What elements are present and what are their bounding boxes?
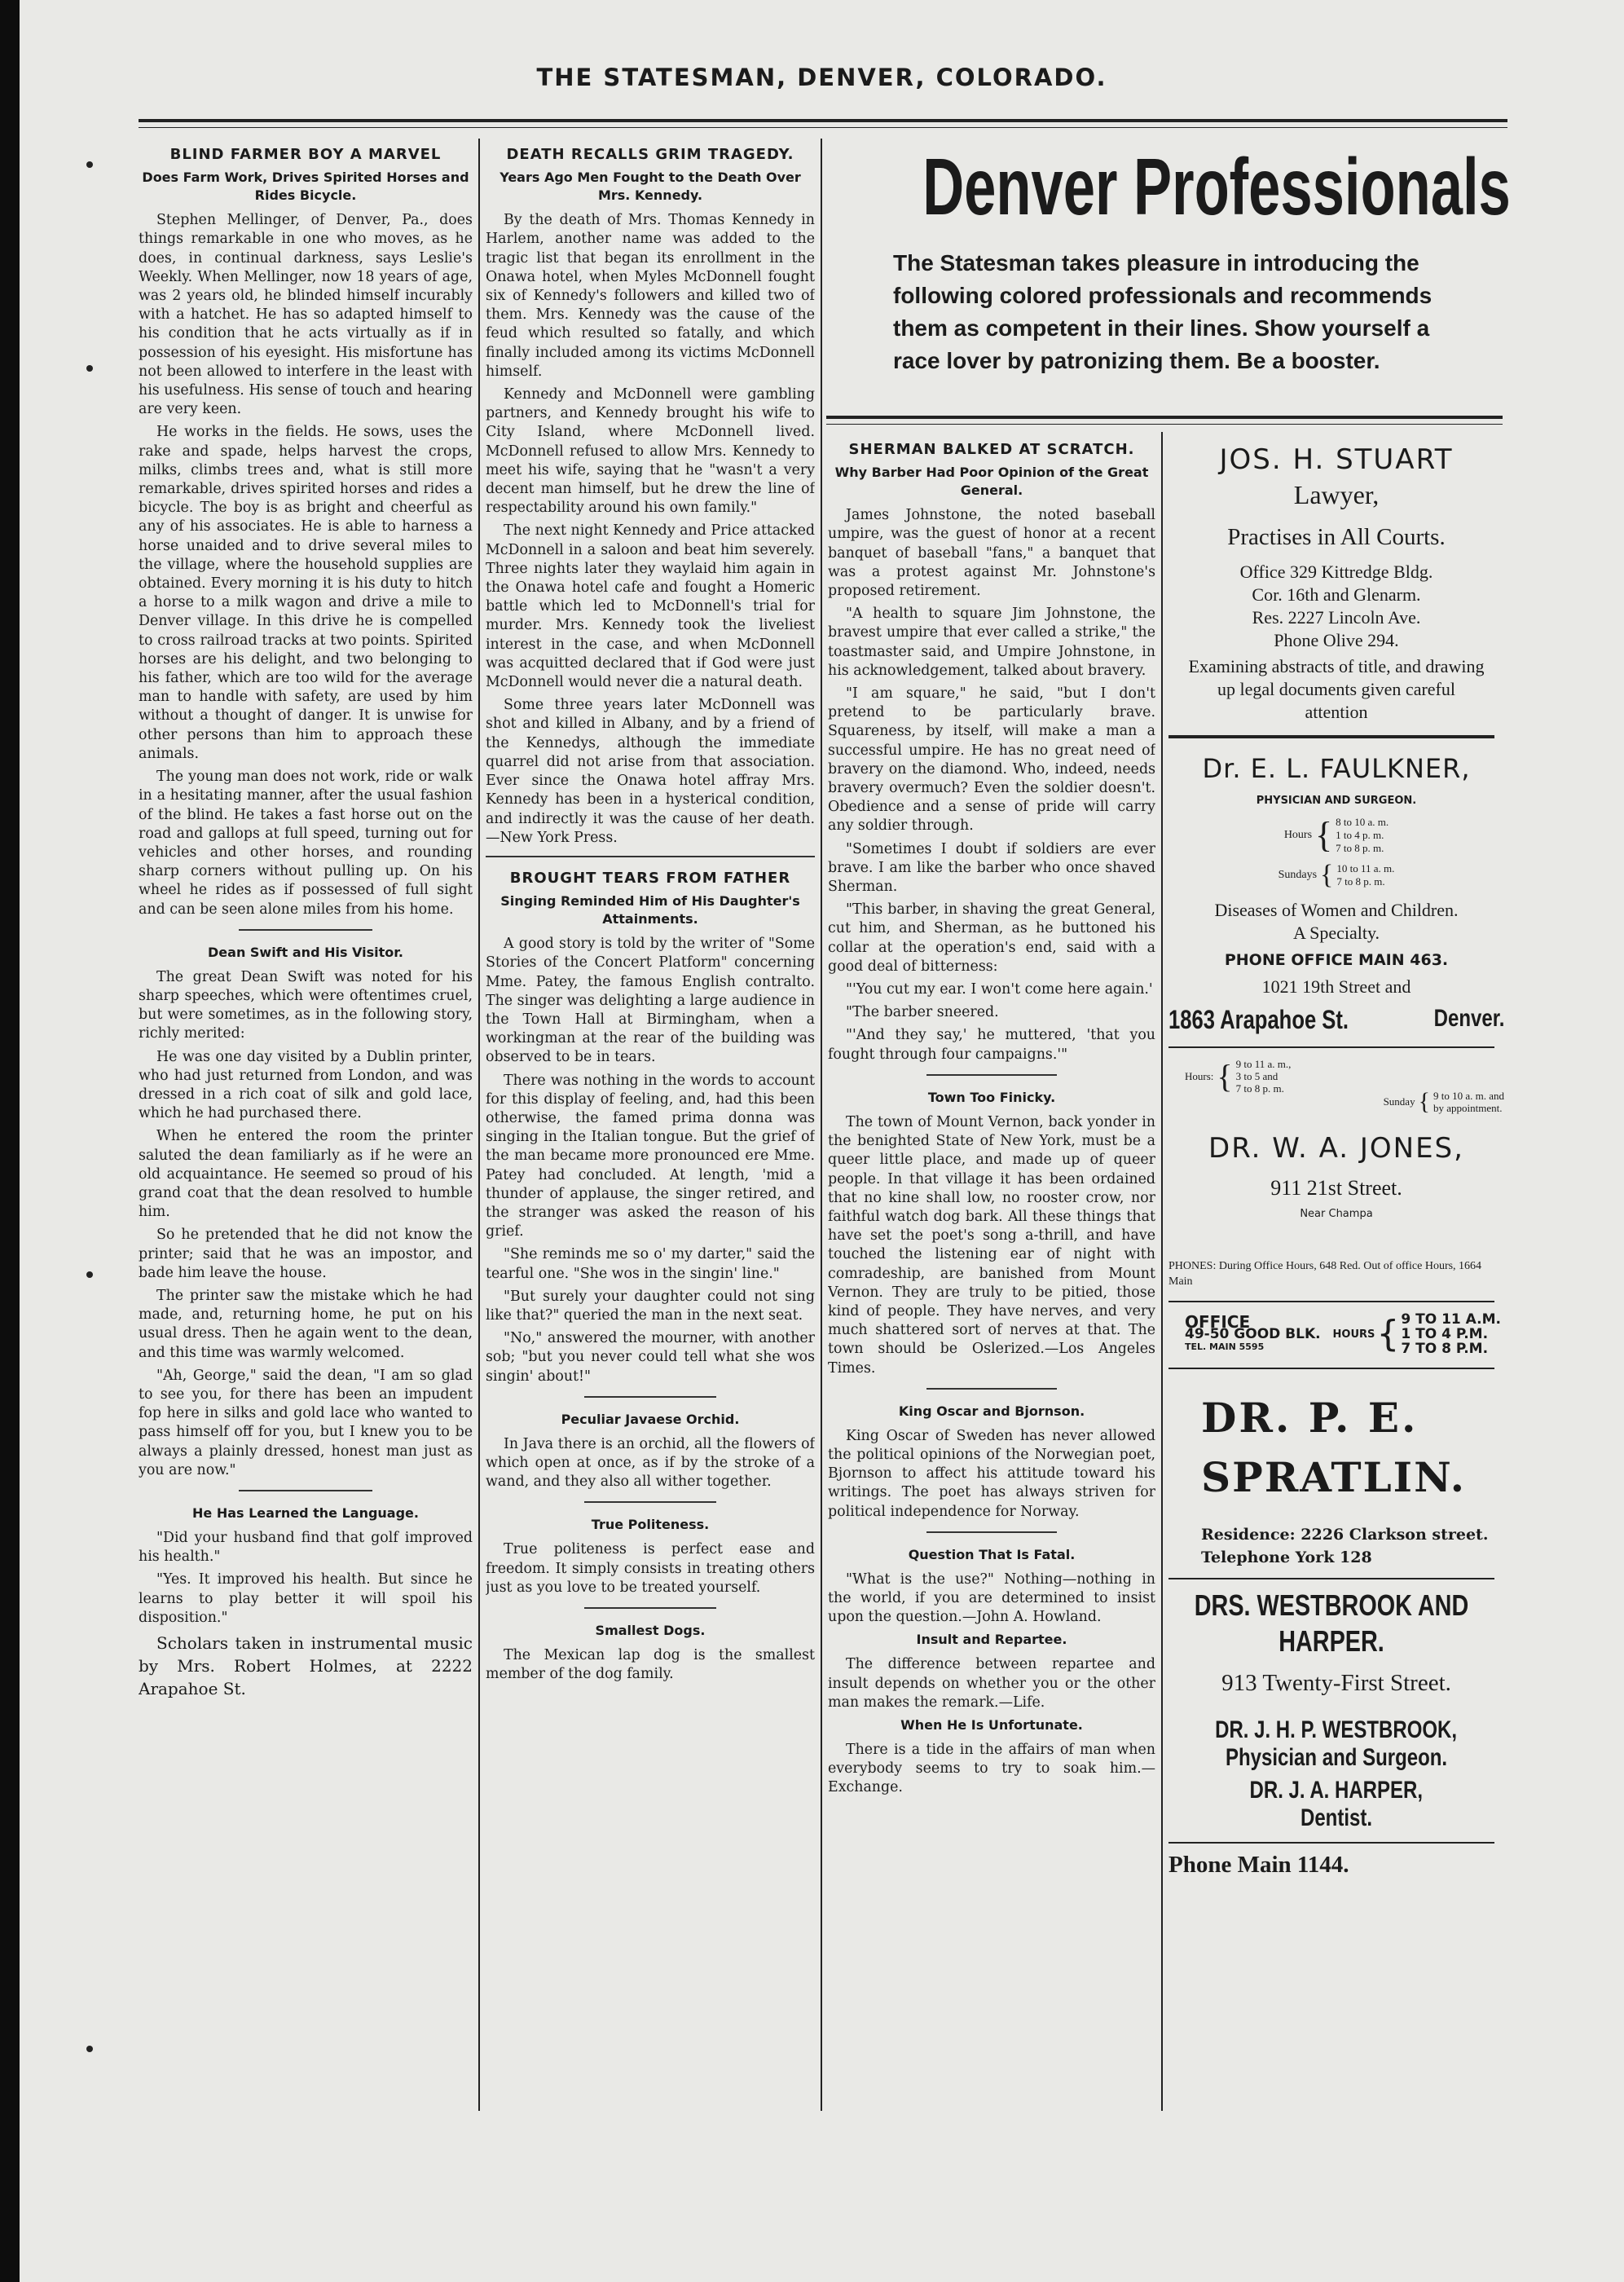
- subheadline: Town Too Finicky.: [927, 1089, 1056, 1105]
- column-1: [139, 145, 473, 2117]
- masthead: THE STATESMAN, DENVER, COLORADO.: [536, 64, 1107, 91]
- separator: [584, 1607, 716, 1609]
- subheadline: Smallest Dogs.: [595, 1623, 706, 1638]
- hours-line: 8 to 10 a. m.: [1336, 816, 1389, 828]
- paragraph: "I am square," he said, "but I don't pretend to be particularly brave. Squareness, by itself, will make a man a successful umpire. He has no great need of bravery on the diamond. Who, indeed, needs bravery overmuch? Even the soldier doesn't. Obedience and a sense of pride will carry any soldier through.: [828, 685, 1155, 835]
- subheadline: Peculiar Javaese Orchid.: [561, 1411, 740, 1427]
- paragraph: "This barber, in shaving the great General, cut him, and Sherman, as he buttoned his collar at the operation's end, said with a good deal of bitterness:: [828, 901, 1155, 975]
- brace-icon: {: [1376, 1313, 1400, 1355]
- paragraph: Stephen Mellinger, of Denver, Pa., does things remarkable in one who moves, as he does, in continual darkness, says Leslie's Weekly. When Mellinger, now 18 years of age, was 2 years old, he blinded himself incurably with a hatchet. He has so adapted himself to his condition that he acts virtually as if in possession of his eyesight. His misfortune has not been allowed to interfere in the least with his usefulness. His sense of touch and hearing are very keen.: [139, 212, 473, 418]
- subheadline: Dean Swift and His Visitor.: [208, 944, 403, 960]
- paragraph: Scholars taken in instrumental music by Mrs. Robert Holmes, at 2222 Arapahoe St.: [139, 1633, 473, 1699]
- spratlin-name-1: DR. P. E.: [1201, 1394, 1419, 1442]
- brace-icon: {: [1418, 1088, 1430, 1115]
- card-rule: [1168, 1046, 1494, 1048]
- paragraph: He works in the fields. He sows, uses the rake and spade, helps harvest the crops, milks, climbs trees and, what is still more remarkable, drives spirited horses and rides a bicycle. The boy is as bright and cheerful as any of his associates. He is able to harness a horse unaided and to drive several miles to the village, where the household supplies are obtained. Every morning it is his duty to hitch a horse to a milk wagon and drive a mile to Denver village. In this drive he is compelled to cross railroad tracks at two points. Spirited horses are his delight, and two belonging to his father, which are too wild for the average man to handle with safety, are used by him without a thought of danger. It is unwise for other persons than him to approach these animals.: [139, 424, 473, 762]
- physician-address: 1021 19th Street and: [1261, 976, 1411, 997]
- paragraph: "No," answered the mourner, with another sob; "but you never could tell what she wos singin' about!": [486, 1330, 815, 1385]
- spratlin-telephone: Telephone York 128: [1201, 1548, 1372, 1566]
- paragraph: "What is the use?" Nothing—nothing in the world, if you are determined to insist upon the question.—John A. Howland.: [828, 1571, 1155, 1626]
- sunday-label: Sundays: [1278, 869, 1318, 881]
- card-faulkner: [1168, 753, 1504, 1035]
- brace-icon: {: [1320, 860, 1334, 890]
- brace-icon: {: [1315, 815, 1333, 855]
- paragraph: Some three years later McDonnell was shot and killed in Albany, and by a friend of the Kennedys, although the immediate quarrel did not arise from that association. Ever since the Onawa hotel affray Mrs. Kennedy has been in a hysterical condition, and indirectly it was the cause of her death.—New York Press.: [486, 697, 815, 846]
- card-rule: [1168, 1368, 1494, 1369]
- margin-mark: [86, 161, 93, 168]
- subheadline: Question That Is Fatal.: [908, 1546, 1076, 1562]
- specialty: Diseases of Women and Children.: [1214, 900, 1459, 920]
- separator: [926, 1531, 1058, 1533]
- hours-line: 10 to 11 a. m.: [1336, 862, 1395, 874]
- dentist-phones: PHONES: During Office Hours, 648 Red. Out of office Hours, 1664 Main: [1168, 1260, 1482, 1288]
- paragraph: True politeness is perfect ease and freedom. It simply consists in treating others just as you love to be treated yourself.: [486, 1541, 815, 1596]
- paragraph: The town of Mount Vernon, back yonder in the benighted State of New York, must be a queer little place, and made up of queer people. In that village it has been ordained that no kine shall low, no rooster crow, nor faithful watch dog bark. All these things that have set the poet's song a-thrill, and have touched the listening ear of night with comradeship, are banished from Mount Vernon. They are truly to be pitied, those kind of people. They have nerves, and very much shattered sort of nerves at that. The town should be Oslerized.—Los Angeles Times.: [828, 1113, 1155, 1377]
- separator: [584, 1396, 716, 1398]
- paragraph: The young man does not work, ride or walk in a hesitating manner, after the usual fashion of the blind. He takes a fast horse out on the road and gallops at full speed, turning out for vehicles and other horses, and rounding sharp corners without pulling up. On his wheel he rides as if possessed of full sight and can be seen alone miles from his home.: [139, 769, 473, 918]
- sunday-hours: [1168, 861, 1504, 889]
- specialty-note: A Specialty.: [1292, 923, 1380, 943]
- paragraph: There is a tide in the affairs of man when everybody seems to try to soak him.—Exchange.: [828, 1741, 1155, 1796]
- hours-line: 7 to 8 p. m.: [1336, 875, 1385, 888]
- card-rule: [1168, 735, 1494, 738]
- separator: [926, 1388, 1058, 1390]
- paragraph: "Yes. It improved his health. But since he learns to play better it will spoil his disposition.": [139, 1571, 473, 1626]
- physician-street: 1863 Arapahoe St.: [1168, 1005, 1349, 1034]
- paragraph: "'You cut my ear. I won't come here again.': [846, 981, 1153, 998]
- subheadline: Singing Reminded Him of His Daughter's Attainments.: [500, 893, 800, 927]
- paragraph: The difference between repartee and insult depends on whether you or the other man makes the remark.—Life.: [828, 1656, 1155, 1711]
- subheadline: Years Ago Men Fought to the Death Over Mrs. Kennedy.: [500, 170, 801, 204]
- hours-label: Hours: [1283, 829, 1313, 841]
- paragraph: So he pretended that he did not know the printer; said that he was an impostor, and bade him leave the house.: [139, 1227, 473, 1281]
- hours-line: 1 TO 4 P.M.: [1401, 1326, 1489, 1342]
- lawyer-corner: Cor. 16th and Glenarm.: [1252, 584, 1421, 605]
- subheadline: He Has Learned the Language.: [192, 1505, 419, 1521]
- headline: DEATH RECALLS GRIM TRAGEDY.: [506, 146, 794, 163]
- paragraph: In Java there is an orchid, all the flowers of which open at once, as if by the stroke of a wand, and they also all wither together.: [486, 1435, 815, 1491]
- hours-line: 1 to 4 p. m.: [1336, 829, 1384, 841]
- spratlin-residence: Residence: 2226 Clarkson street.: [1201, 1526, 1489, 1544]
- harper-name: DR. J. A. HARPER,: [1249, 1777, 1424, 1804]
- margin-mark: [86, 2046, 93, 2052]
- office-tel: TEL. MAIN 5595: [1185, 1341, 1265, 1352]
- card-rule: [1168, 1301, 1494, 1302]
- card-jones: [1168, 1058, 1504, 1289]
- separator: [239, 1490, 372, 1491]
- hours-line: by appointment.: [1433, 1102, 1503, 1114]
- hours-line: 7 TO 8 P.M.: [1401, 1341, 1489, 1357]
- lawyer-title: Lawyer,: [1293, 480, 1380, 509]
- newspaper-page: [20, 0, 1624, 2282]
- paragraph: By the death of Mrs. Thomas Kennedy in Harlem, another name was added to the tragic list that began its enrollment in the Onawa hotel, when Myles McDonnell fought six of Kennedy's followers and killed two of them. Mrs. Kennedy was the cause of the feud which resulted so fatally, and which finally included among its victims McDonnell himself.: [486, 212, 815, 380]
- lawyer-phone: Phone Olive 294.: [1274, 630, 1399, 650]
- paragraph: "But surely your daughter could not sing like that?" queried the man in the next seat.: [486, 1288, 815, 1324]
- paragraph: He was one day visited by a Dublin printer, who had just returned from London, and was dressed in a rich coat of silk and gold lace, which he had purchased there.: [139, 1048, 473, 1122]
- lawyer-courts: Practises in All Courts.: [1227, 524, 1446, 550]
- partners-name: DRS. WESTBROOK AND HARPER.: [1194, 1588, 1469, 1658]
- margin-mark: [86, 1271, 93, 1278]
- hours-line: 3 to 5 and: [1235, 1070, 1279, 1082]
- card-rule: [1168, 1578, 1494, 1579]
- subheadline: Why Barber Had Poor Opinion of the Great General.: [834, 465, 1149, 499]
- column-divider: [821, 139, 822, 2111]
- physician-city: Denver.: [1433, 1005, 1504, 1032]
- card-office: [1185, 1312, 1501, 1356]
- physician-address-line: [1168, 1005, 1504, 1035]
- ad-rule-thin: [826, 424, 1503, 425]
- subheadline: King Oscar and Bjornson.: [898, 1403, 1085, 1419]
- separator: [239, 929, 372, 931]
- physician-phone: PHONE OFFICE MAIN 463.: [1224, 951, 1449, 969]
- hours-line: 7 to 8 p. m.: [1336, 842, 1384, 854]
- hours-line: 9 to 11 a. m.,: [1235, 1058, 1292, 1070]
- paragraph: The Mexican lap dog is the smallest member of the dog family.: [486, 1647, 815, 1683]
- paragraph: King Oscar of Sweden has never allowed the political opinions of the Norwegian poet, Bjornson to affect his attitude toward his writings. The poet has always striven for political independence for Norway.: [828, 1427, 1155, 1520]
- dentist-address: 911 21st Street.: [1270, 1176, 1402, 1200]
- subheadline: When He Is Unfortunate.: [900, 1716, 1083, 1733]
- lawyer-office: Office 329 Kittredge Bldg.: [1239, 562, 1433, 582]
- paragraph: When he entered the room the printer saluted the dean familiarly as if he were an old acquaintance. He seemed so proud of his grand coat that the dean resolved to humble him.: [139, 1128, 473, 1221]
- ad-title: Denver Professionals: [922, 142, 1511, 231]
- paragraph: The next night Kennedy and Price attacked McDonnell in a saloon and beat him severely. Three nights later they waylaid him again in the Onawa hotel cafe and fought a Homeric battle which led to McDonnell's trial for murder. Mrs. Kennedy took the liveliest interest in the case, and when McDonnell was acquitted declared that if God were just McDonnell would never die a natural death.: [486, 522, 815, 691]
- headline: BROUGHT TEARS FROM FATHER: [509, 869, 791, 887]
- spratlin-name-2: SPRATLIN.: [1201, 1453, 1466, 1501]
- paragraph: There was nothing in the words to account for this display of feeling, and, had this been otherwise, the famed prima donna was singing in the Italian tongue. But the grief of the man became more pronounced ere Mme. Patey had concluded. At length, 'mid a thunder of applause, the singer retired, and the stranger was asked the reason of his grief.: [486, 1072, 815, 1240]
- paragraph: "A health to square Jim Johnstone, the bravest umpire that ever called a strike," the toastmaster said, and Umpire Johnstone, in his acknowledgement, talked about bravery.: [828, 606, 1155, 679]
- paragraph: "Sometimes I doubt if soldiers are ever brave. I am like the barber who once shaved Sherman.: [828, 840, 1155, 896]
- office-block: 49-50 GOOD BLK.: [1185, 1325, 1321, 1342]
- sunday-label: Sunday: [1383, 1095, 1415, 1108]
- lawyer-name: JOS. H. STUART: [1219, 443, 1454, 476]
- paragraph: James Johnstone, the noted baseball umpire, was the guest of honor at a recent banquet of baseball "fans," a banquet that was a protest against Mr. Johnstone's proposed retirement.: [828, 507, 1155, 600]
- hours-line: 9 to 10 a. m. and: [1433, 1090, 1504, 1102]
- lawyer-residence: Res. 2227 Lincoln Ave.: [1252, 607, 1421, 628]
- separator: [584, 1501, 716, 1503]
- paragraph: "Did your husband find that golf improved his health.": [139, 1530, 473, 1566]
- harper-title: Dentist.: [1300, 1804, 1372, 1831]
- partners-address: 913 Twenty-First Street.: [1221, 1670, 1451, 1696]
- physician-name: Dr. E. L. FAULKNER,: [1202, 753, 1471, 784]
- column-divider: [1161, 432, 1163, 2111]
- subheadline: True Politeness.: [591, 1517, 710, 1533]
- hours-label: HOURS: [1332, 1328, 1375, 1341]
- paragraph: "'And they say,' he muttered, 'that you fought through four campaigns.'": [828, 1027, 1155, 1063]
- dentist-name: DR. W. A. JONES,: [1208, 1132, 1464, 1165]
- hours-label: Hours:: [1185, 1069, 1214, 1082]
- masthead-rule: [139, 119, 1507, 122]
- headline: BLIND FARMER BOY A MARVEL: [169, 146, 442, 163]
- ad-intro: The Statesman takes pleasure in introducing the following colored professionals and recommends them as competent in their lines. Show yourself a race lover by patronizing them. Be a booster.: [893, 249, 1433, 373]
- card-westbrook-harper: [1168, 1588, 1504, 1879]
- subheadline: Insult and Repartee.: [916, 1632, 1067, 1648]
- ad-banner: [828, 142, 1511, 414]
- column-2: [486, 145, 815, 2117]
- paragraph: "The barber sneered.: [846, 1004, 999, 1021]
- paragraph: "She reminds me so o' my darter," said the tearful one. "She wos in the singin' line.": [486, 1246, 815, 1282]
- partners-phone: Phone Main 1144.: [1168, 1852, 1349, 1878]
- paragraph: Kennedy and McDonnell were gambling partners, and Kennedy brought his wife to City Island, where McDonnell lived. McDonnell refused to allow Mrs. Kennedy to meet his wife, saying that he "wasn't a very decent man himself, but he drew the line of respectability around his own family.": [486, 386, 815, 517]
- column-4-directory: [1168, 440, 1504, 2119]
- separator: [486, 856, 815, 857]
- subheadline: Does Farm Work, Drives Spirited Horses and Rides Bicycle.: [142, 170, 469, 204]
- headline: SHERMAN BALKED AT SCRATCH.: [848, 441, 1135, 458]
- westbrook-title: Physician and Surgeon.: [1225, 1744, 1448, 1771]
- paragraph: The great Dean Swift was noted for his sharp speeches, which were oftentimes cruel, but were sometimes, as in the following story, richly merited:: [139, 968, 473, 1042]
- column-3: [828, 440, 1155, 2119]
- office-hours: [1168, 816, 1504, 855]
- dentist-near: Near Champa: [1300, 1208, 1373, 1220]
- physician-title: PHYSICIAN AND SURGEON.: [1256, 795, 1417, 807]
- brace-icon: {: [1217, 1057, 1233, 1095]
- hours-line: 7 to 8 p. m.: [1235, 1082, 1284, 1095]
- masthead-rule-thin: [139, 127, 1507, 128]
- margin-mark: [86, 365, 93, 372]
- card-stuart: [1168, 443, 1504, 724]
- paragraph: The printer saw the mistake which he had made, and, returning home, he put on his usual dress. Then he again went to the dean, and this time was warmly welcomed.: [139, 1287, 473, 1361]
- westbrook-name: DR. J. H. P. WESTBROOK,: [1215, 1716, 1458, 1743]
- lawyer-services: Examining abstracts of title, and drawing up legal documents given careful attention: [1188, 656, 1485, 722]
- separator: [926, 1074, 1058, 1076]
- paragraph: "Ah, George," said the dean, "I am so glad to see you, for there has been an impudent fop here in silks and gold lace who wanted to pass himself off for you, but I knew you to be always a plainly dressed, honest man just as you are now.": [139, 1367, 473, 1478]
- card-rule: [1168, 1842, 1494, 1844]
- column-divider: [478, 139, 480, 2111]
- paragraph: A good story is told by the writer of "Some Stories of the Concert Platform" concerning Mme. Patey, the famous English contralto. The singer was delighting a large audience in the Town Hall at Birmingham, when a workingman at the rear of the building was observed to be in tears.: [486, 936, 815, 1066]
- card-spratlin: [1168, 1394, 1504, 1566]
- office-label: OFFICE: [1185, 1311, 1251, 1332]
- hours-line: 9 TO 11 A.M.: [1401, 1311, 1501, 1328]
- ad-rule: [826, 416, 1503, 419]
